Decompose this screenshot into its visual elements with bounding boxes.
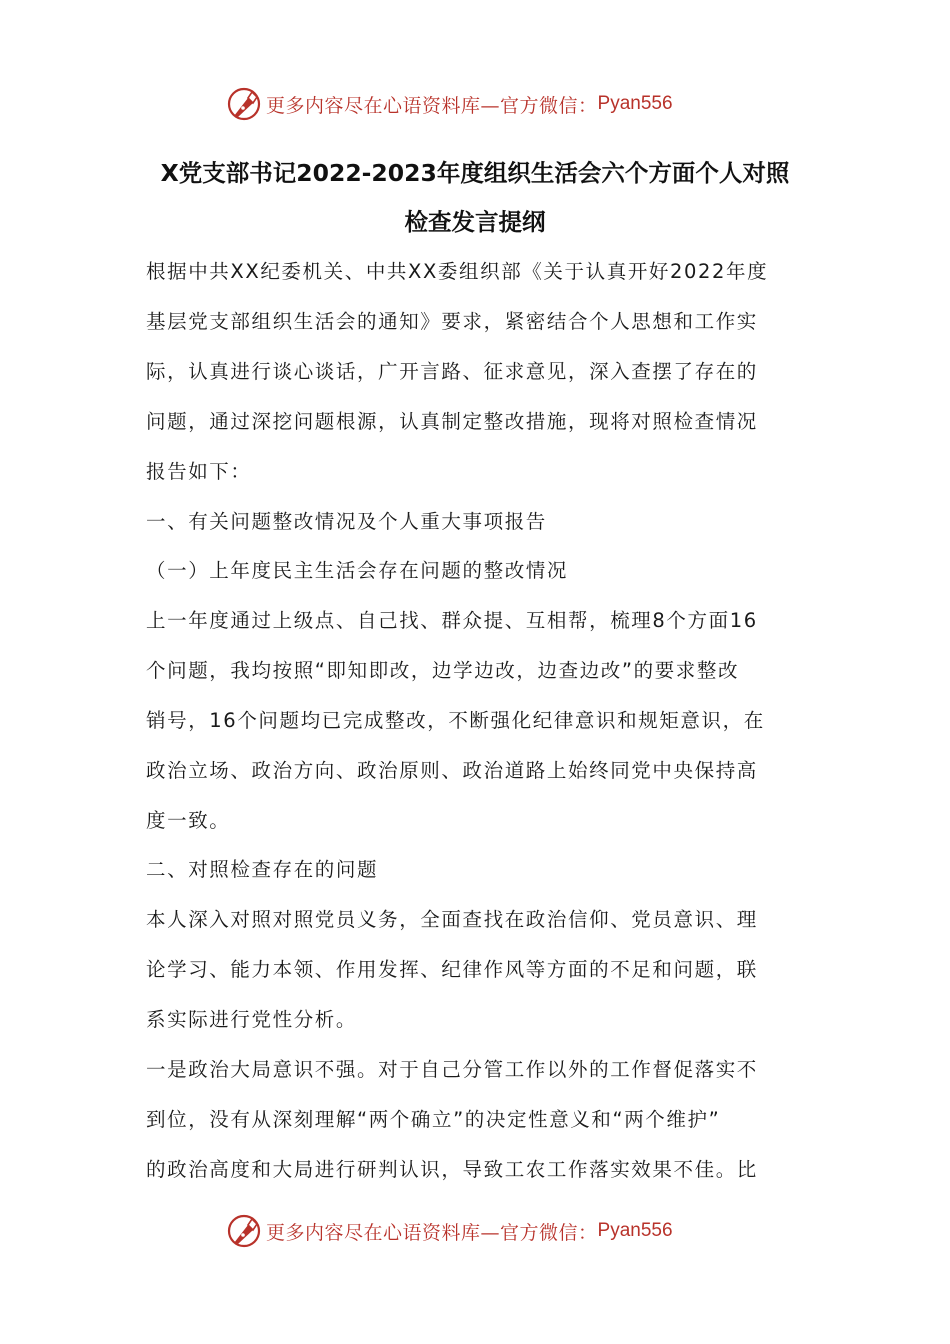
body-line: 度一致。 <box>146 809 231 832</box>
body-line: 本人深入对照对照党员义务，全面查找在政治信仰、党员意识、理 <box>146 908 758 931</box>
body-line: 上一年度通过上级点、自己找、群众提、互相帮，梳理8个方面16 <box>146 609 758 632</box>
watermark-handle: Pyan556 <box>597 1220 673 1241</box>
document-title-line-2: 检查发言提纲 <box>404 208 546 236</box>
body-line: 个问题，我均按照“即知即改，边学边改，边查边改”的要求整改 <box>146 659 740 682</box>
watermark-header <box>226 84 673 124</box>
body-line: 根据中共XX纪委机关、中共XX委组织部《关于认真开好2022年度 <box>146 260 769 283</box>
pen-nib-icon <box>226 86 262 122</box>
body-line: 报告如下： <box>146 460 252 483</box>
document-title-line-1: X党支部书记2022-2023年度组织生活会六个方面个人对照 <box>160 159 790 187</box>
subsection-heading-1: （一）上年度民主生活会存在问题的整改情况 <box>146 559 569 582</box>
pen-nib-icon <box>226 1213 262 1249</box>
body-line: 到位，没有从深刻理解“两个确立”的决定性意义和“两个维护” <box>146 1108 721 1131</box>
body-line: 基层党支部组织生活会的通知》要求，紧密结合个人思想和工作实 <box>146 310 758 333</box>
body-line: 销号，16个问题均已完成整改，不断强化纪律意识和规矩意识，在 <box>146 709 765 732</box>
body-line: 一是政治大局意识不强。对于自己分管工作以外的工作督促落实不 <box>146 1058 758 1081</box>
body-line: 际，认真进行谈心谈话，广开言路、征求意见，深入查摆了存在的 <box>146 360 758 383</box>
body-line: 政治立场、政治方向、政治原则、政治道路上始终同党中央保持高 <box>146 759 758 782</box>
section-heading-2: 二、对照检查存在的问题 <box>146 858 379 881</box>
body-line: 系实际进行党性分析。 <box>146 1008 358 1031</box>
body-line: 问题，通过深挖问题根源，认真制定整改措施，现将对照检查情况 <box>146 410 758 433</box>
watermark-text: 更多内容尽在心语资料库—官方微信： <box>266 1221 598 1244</box>
watermark-text: 更多内容尽在心语资料库—官方微信： <box>266 94 598 117</box>
section-heading-1: 一、有关问题整改情况及个人重大事项报告 <box>146 510 547 533</box>
watermark-footer <box>226 1211 673 1251</box>
body-line: 的政治高度和大局进行研判认识，导致工农工作落实效果不佳。比 <box>146 1158 758 1181</box>
body-line: 论学习、能力本领、作用发挥、纪律作风等方面的不足和问题，联 <box>146 958 758 981</box>
watermark-handle: Pyan556 <box>597 93 673 114</box>
